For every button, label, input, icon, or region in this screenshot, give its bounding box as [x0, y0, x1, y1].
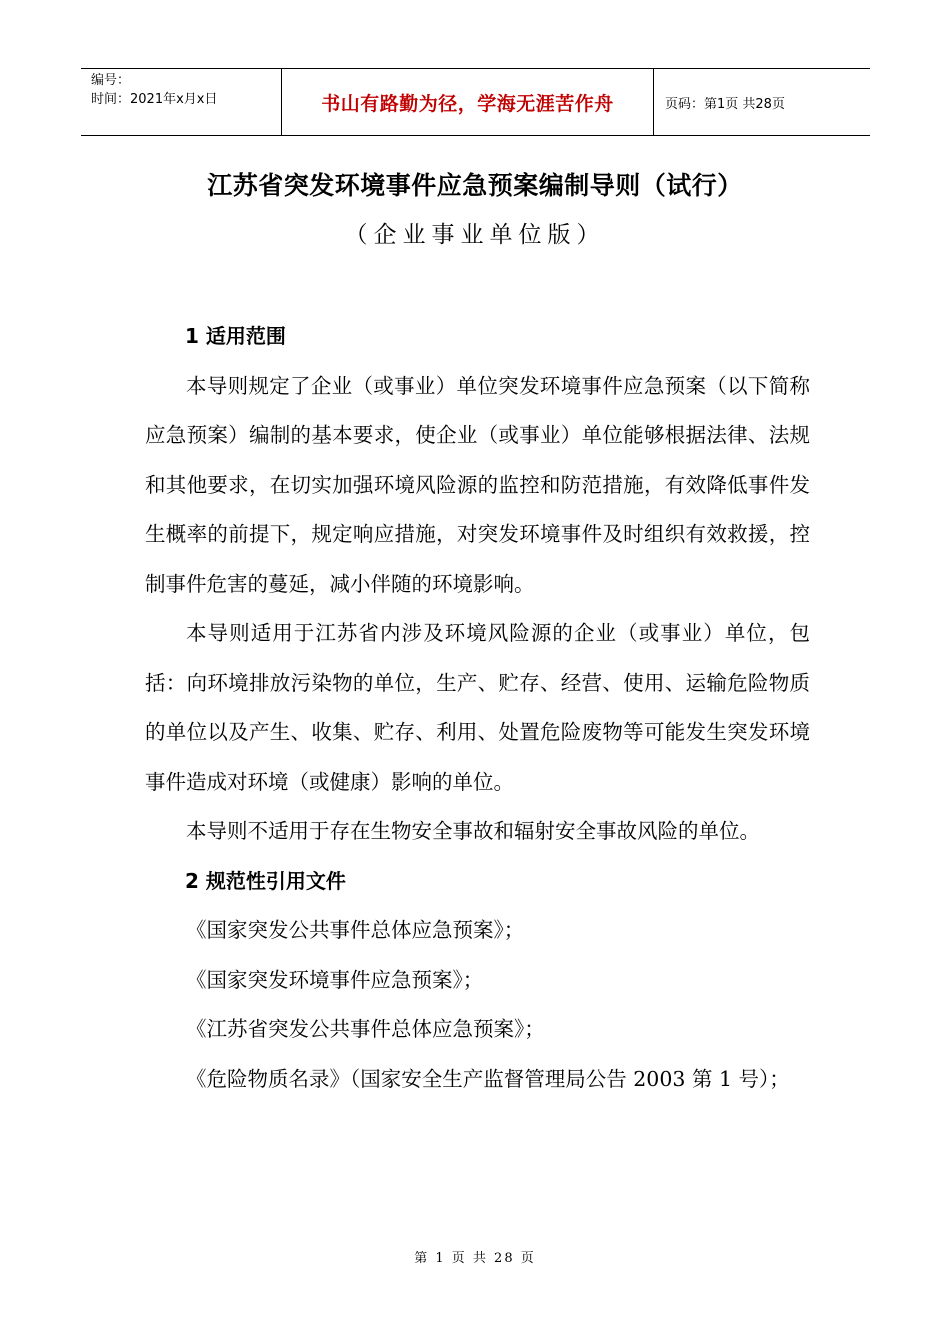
section-2-heading: 2 规范性引用文件 — [185, 868, 346, 893]
document-subtitle: （企业事业单位版） — [344, 222, 606, 248]
paragraph: 本导则不适用于存在生物安全事故和辐射安全事故风险的单位。 — [186, 819, 760, 843]
page-footer: 第 1 页 共 28 页 — [414, 1251, 536, 1266]
reference-item: 《江苏省突发公共事件总体应急预案》； — [186, 1017, 545, 1041]
reference-item: 《国家突发环境事件应急预案》； — [186, 967, 484, 992]
reference-item: 《危险物质名录》（国家安全生产监督管理局公告 2003 第 1 号）； — [186, 1066, 790, 1091]
paragraph: 本导则适用于江苏省内涉及环境风险源的企业（或事业）单位，包括：向环境排放污染物的单位，生产、贮存、经营、使用、运输危险物质的单位以及产生、收集、贮存、利用、处置危险废物等可能发生突发环境事件造成对环境（或健康）影响的单位。 — [145, 621, 810, 794]
doc-number: 编号： — [91, 73, 131, 88]
reference-item: 《国家突发公共事件总体应急预案》； — [186, 918, 525, 942]
page-header — [81, 68, 870, 136]
paragraph: 本导则规定了企业（或事业）单位突发环境事件应急预案（以下简称应急预案）编制的基本要求，使企业（或事业）单位能够根据法律、法规和其他要求，在切实加强环境风险源的监控和防范措施，有效降低事件发生概率的前提下，规定响应措施，对突发环境事件及时组织有效救援，控制事件危害的蔓延，减小伴随的环境影响。 — [145, 373, 810, 596]
header-page-info: 页码：第1页 共28页 — [665, 96, 785, 112]
document-body — [145, 312, 810, 1104]
header-meta — [81, 69, 281, 135]
document-title: 江苏省突发环境事件应急预案编制导则（试行） — [207, 171, 743, 200]
header-motto: 书山有路勤为径，学海无涯苦作舟 — [281, 69, 654, 135]
doc-date: 时间：2021年x月x日 — [91, 92, 218, 107]
section-1-heading: 1 适用范围 — [185, 324, 286, 348]
